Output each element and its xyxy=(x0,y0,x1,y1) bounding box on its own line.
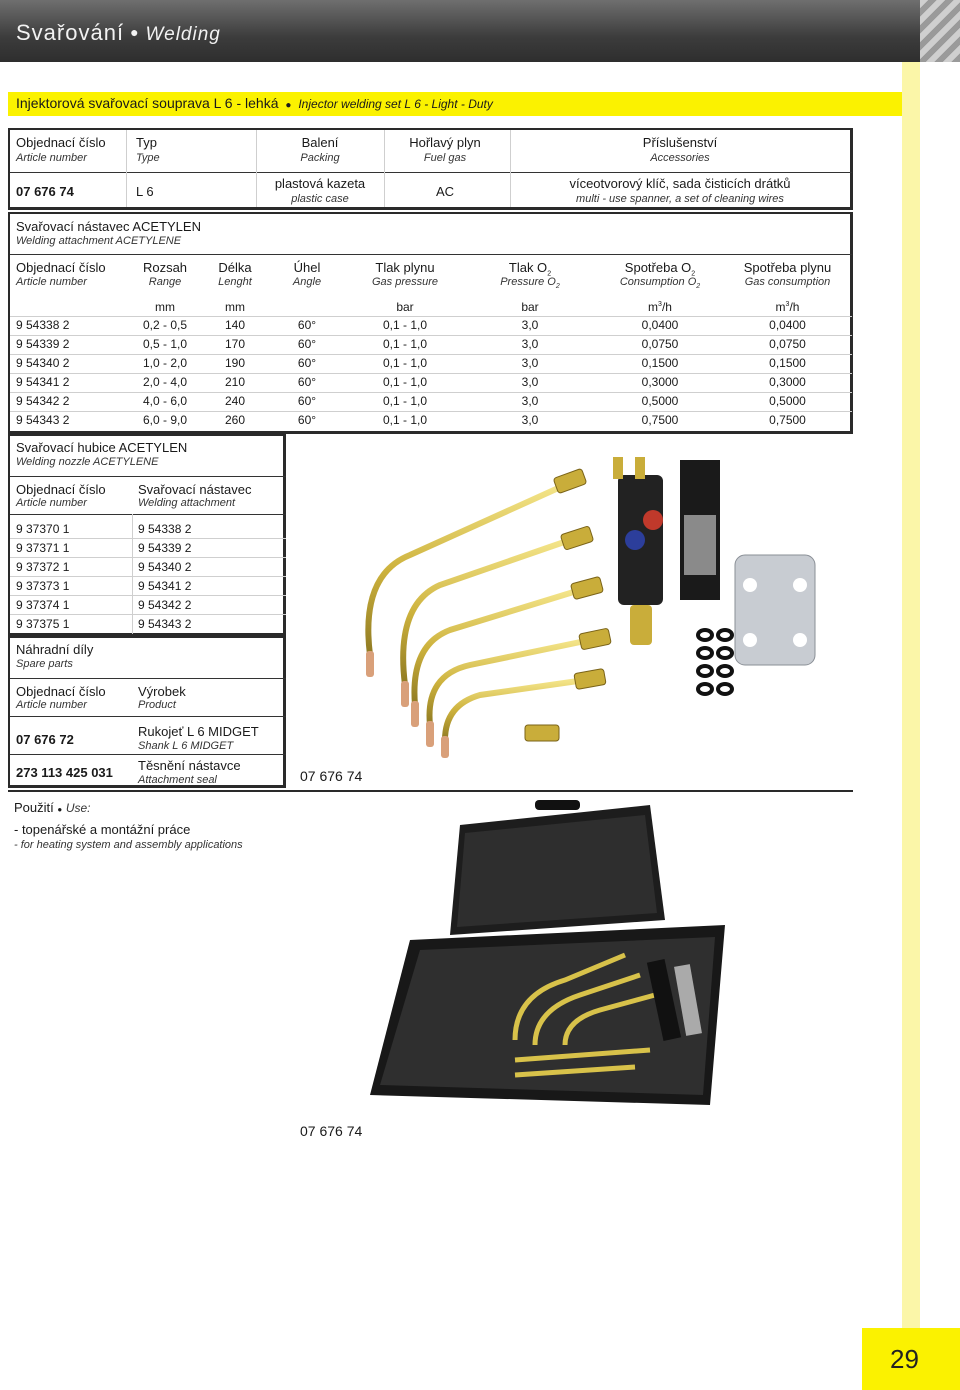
table-cell: 9 37370 1 xyxy=(16,522,70,536)
table-cell: 0,1 - 1,0 xyxy=(382,318,428,332)
header-en: Article number xyxy=(16,276,87,288)
attachment-table xyxy=(8,212,853,434)
row-divider xyxy=(10,316,852,317)
header-en-text: Consumption O xyxy=(619,276,697,288)
section-title-en: Injector welding set L 6 - Light - Duty xyxy=(298,97,493,111)
subscript: 2 xyxy=(555,283,560,291)
table-cell: 9 54340 2 xyxy=(16,356,70,370)
nozzle-title-cz: Svařovací hubice ACETYLEN xyxy=(16,440,188,455)
table-cell: 0,5 - 1,0 xyxy=(142,337,188,351)
header-cz-text: Tlak O xyxy=(508,260,548,275)
set-packing-cz: plastová kazeta xyxy=(274,176,366,191)
header-en: Type xyxy=(136,152,160,164)
table-cell: 210 xyxy=(224,375,246,389)
set-table xyxy=(8,128,853,210)
set-article-number: 07 676 74 xyxy=(16,184,74,199)
nozzle-tips xyxy=(366,651,449,758)
spare-product-en: Shank L 6 MIDGET xyxy=(138,740,234,752)
row-divider xyxy=(10,538,286,539)
header-corner-decoration xyxy=(920,0,960,62)
header-cz: Spotřeba plynu xyxy=(743,260,832,275)
header-en: Product xyxy=(138,699,176,711)
header-en: Accessories xyxy=(650,152,710,164)
table-cell: 0,1 - 1,0 xyxy=(382,413,428,427)
table-cell: 9 54338 2 xyxy=(138,522,192,536)
table-cell: 0,7500 xyxy=(769,413,806,427)
divider xyxy=(10,476,286,477)
caption-top: 07 676 74 xyxy=(300,768,363,784)
use-title-en: Use: xyxy=(65,801,91,815)
table-cell: 9 54343 2 xyxy=(138,617,192,631)
unit xyxy=(725,300,850,314)
header-en: Fuel gas xyxy=(423,152,467,164)
spare-article: 07 676 72 xyxy=(16,732,74,747)
header-en: Gas pressure xyxy=(371,276,439,288)
row-divider xyxy=(10,392,852,393)
spares-title-en: Spare parts xyxy=(16,658,73,670)
table-cell: 240 xyxy=(224,394,246,408)
row-divider xyxy=(10,614,286,615)
divider xyxy=(10,172,852,173)
unit: bar xyxy=(521,300,539,314)
header-cz: Hořlavý plyn xyxy=(409,135,481,150)
page-header xyxy=(0,0,960,62)
table-cell: 0,1 - 1,0 xyxy=(382,356,428,370)
table-cell: 0,0400 xyxy=(769,318,806,332)
header-cz: Rozsah xyxy=(142,260,188,275)
table-cell: 0,0400 xyxy=(641,318,679,332)
table-cell: 9 54341 2 xyxy=(138,579,192,593)
divider xyxy=(10,678,286,679)
attachment-title-cz: Svařovací nástavec ACETYLEN xyxy=(16,219,201,234)
table-cell: 9 37374 1 xyxy=(16,598,70,612)
header-cz: Tlak plynu xyxy=(375,260,435,275)
product-photo-attachments xyxy=(330,455,830,765)
set-fuel-gas: AC xyxy=(435,184,455,199)
spare-article: 273 113 425 031 xyxy=(16,765,113,780)
subscript: 2 xyxy=(691,270,696,278)
table-cell: 3,0 xyxy=(521,394,539,408)
section-title xyxy=(8,92,902,116)
unit: mm xyxy=(155,300,175,314)
header-en: Article number xyxy=(16,699,87,711)
table-cell: 0,3000 xyxy=(769,375,806,389)
table-cell: 3,0 xyxy=(521,318,539,332)
header-en: Article number xyxy=(16,152,87,164)
table-cell: 2,0 - 4,0 xyxy=(142,375,188,389)
table-cell: 0,1500 xyxy=(769,356,806,370)
table-cell: 0,1 - 1,0 xyxy=(382,394,428,408)
row-divider xyxy=(10,335,852,336)
divider xyxy=(126,130,127,207)
unit: bar xyxy=(396,300,414,314)
table-cell: 0,1 - 1,0 xyxy=(382,337,428,351)
header-en: Gas consumption xyxy=(744,276,831,288)
spare-product-cz: Rukojeť L 6 MIDGET xyxy=(138,724,259,739)
attachments-illustration xyxy=(330,455,830,765)
row-divider xyxy=(10,557,286,558)
divider xyxy=(10,716,286,717)
unit-text: m xyxy=(648,300,659,314)
superscript: 3 xyxy=(658,301,662,308)
table-cell: 1,0 - 2,0 xyxy=(142,356,188,370)
table-cell: 60° xyxy=(297,375,317,389)
table-cell: 4,0 - 6,0 xyxy=(142,394,188,408)
use-line-cz: - topenářské a montážní práce xyxy=(14,822,191,837)
table-cell: 9 54339 2 xyxy=(16,337,70,351)
attachment-title-en: Welding attachment ACETYLENE xyxy=(16,235,182,247)
header-en xyxy=(595,275,725,294)
handle-shank xyxy=(613,457,663,645)
row-divider xyxy=(10,411,852,412)
table-cell: 60° xyxy=(297,356,317,370)
header-cz: Úhel xyxy=(293,260,321,275)
seal-rings xyxy=(698,630,732,694)
table-cell: 9 54343 2 xyxy=(16,413,70,427)
table-cell: 9 37373 1 xyxy=(16,579,70,593)
table-cell: 60° xyxy=(297,337,317,351)
table-cell: 0,0750 xyxy=(769,337,806,351)
set-accessories-cz: víceotvorový klíč, sada čisticích drátků xyxy=(569,176,791,191)
unit: mm xyxy=(225,300,245,314)
table-cell: 9 54339 2 xyxy=(138,541,192,555)
header-en xyxy=(480,275,580,294)
product-photo-case xyxy=(365,795,735,1115)
header-cz: Objednací číslo xyxy=(16,684,106,699)
spare-product-cz: Těsnění nástavce xyxy=(138,758,241,773)
side-stripe xyxy=(902,62,920,1390)
table-cell: 9 37372 1 xyxy=(16,560,70,574)
divider xyxy=(10,254,852,255)
nozzle-title-en: Welding nozzle ACETYLENE xyxy=(16,456,159,468)
table-cell: 0,5000 xyxy=(769,394,806,408)
table-cell: 260 xyxy=(224,413,246,427)
superscript: 3 xyxy=(785,301,790,308)
table-cell: 0,1 - 1,0 xyxy=(382,375,428,389)
cleaning-wires-pouch xyxy=(680,460,720,600)
set-type: L 6 xyxy=(136,184,154,199)
header-cz-text: Spotřeba O xyxy=(624,260,692,275)
case-illustration xyxy=(365,795,735,1115)
header-en-text: Pressure O xyxy=(500,276,556,288)
header-cz: Délka xyxy=(218,260,252,275)
set-accessories-en: multi - use spanner, a set of cleaning wires xyxy=(576,193,784,205)
header-title-cz: Svařování xyxy=(16,20,125,45)
spares-title-cz: Náhradní díly xyxy=(16,642,94,657)
table-cell: 9 54342 2 xyxy=(16,394,70,408)
table-cell: 9 54338 2 xyxy=(16,318,70,332)
subscript: 2 xyxy=(547,270,552,278)
unit xyxy=(595,300,725,314)
header-en: Packing xyxy=(300,152,340,164)
table-cell: 0,7500 xyxy=(641,413,679,427)
use-line-en: - for heating system and assembly applications xyxy=(14,839,243,851)
divider xyxy=(132,514,133,634)
header-cz: Výrobek xyxy=(138,684,186,699)
header-cz: Objednací číslo xyxy=(16,260,106,275)
header-cz: Objednací číslo xyxy=(16,135,106,150)
header-cz: Příslušenství xyxy=(642,135,718,150)
divider xyxy=(10,754,286,755)
bullet-icon: ● xyxy=(285,100,292,111)
table-cell: 140 xyxy=(224,318,246,332)
divider xyxy=(256,130,257,207)
use-title xyxy=(14,800,91,817)
table-cell: 60° xyxy=(297,394,317,408)
table-cell: 60° xyxy=(297,318,317,332)
unit-text: /h xyxy=(789,300,800,314)
row-divider xyxy=(10,354,852,355)
bullet-icon: ● xyxy=(57,805,63,814)
table-cell: 9 54341 2 xyxy=(16,375,70,389)
header-cz: Balení xyxy=(301,135,339,150)
bullet-icon: ● xyxy=(130,24,140,40)
row-divider xyxy=(10,576,286,577)
page-number: 29 xyxy=(862,1328,960,1390)
header-en: Welding attachment xyxy=(138,497,236,509)
table-cell: 60° xyxy=(297,413,317,427)
divider xyxy=(10,514,286,515)
spare-product-en: Attachment seal xyxy=(138,774,217,786)
table-cell: 0,2 - 0,5 xyxy=(142,318,188,332)
table-cell: 3,0 xyxy=(521,413,539,427)
use-title-cz: Použití xyxy=(14,800,54,815)
header-title-en: Welding xyxy=(145,24,221,45)
row-divider xyxy=(10,595,286,596)
row-divider xyxy=(10,373,852,374)
table-cell: 0,1500 xyxy=(641,356,679,370)
caption-bottom: 07 676 74 xyxy=(300,1123,363,1139)
table-cell: 3,0 xyxy=(521,337,539,351)
table-cell: 9 54342 2 xyxy=(138,598,192,612)
table-cell: 0,3000 xyxy=(641,375,679,389)
section-title-cz: Injektorová svařovací souprava L 6 - lehká xyxy=(16,95,279,111)
table-cell: 3,0 xyxy=(521,356,539,370)
unit-text: m xyxy=(775,300,786,314)
table-cell: 170 xyxy=(224,337,246,351)
table-cell: 6,0 - 9,0 xyxy=(142,413,188,427)
table-cell: 9 37375 1 xyxy=(16,617,70,631)
unit-text: /h xyxy=(661,300,672,314)
table-cell: 190 xyxy=(224,356,246,370)
table-cell: 9 37371 1 xyxy=(16,541,70,555)
table-cell: 0,0750 xyxy=(641,337,679,351)
header-en: Article number xyxy=(16,497,87,509)
spares-table xyxy=(8,636,286,788)
header-cz: Objednací číslo xyxy=(16,482,106,497)
header-title xyxy=(16,20,221,46)
table-cell: 0,5000 xyxy=(641,394,679,408)
header-en: Lenght xyxy=(218,276,252,288)
table-cell: 3,0 xyxy=(521,375,539,389)
header-en: Angle xyxy=(292,276,322,288)
nozzle-table xyxy=(8,434,286,636)
table-cell: 9 54340 2 xyxy=(138,560,192,574)
header-cz: Typ xyxy=(136,135,157,150)
set-packing-en: plastic case xyxy=(291,193,349,205)
subscript: 2 xyxy=(696,283,701,291)
multi-use-spanner xyxy=(735,555,815,665)
header-en: Range xyxy=(148,276,182,288)
header-cz: Svařovací nástavec xyxy=(138,482,252,497)
